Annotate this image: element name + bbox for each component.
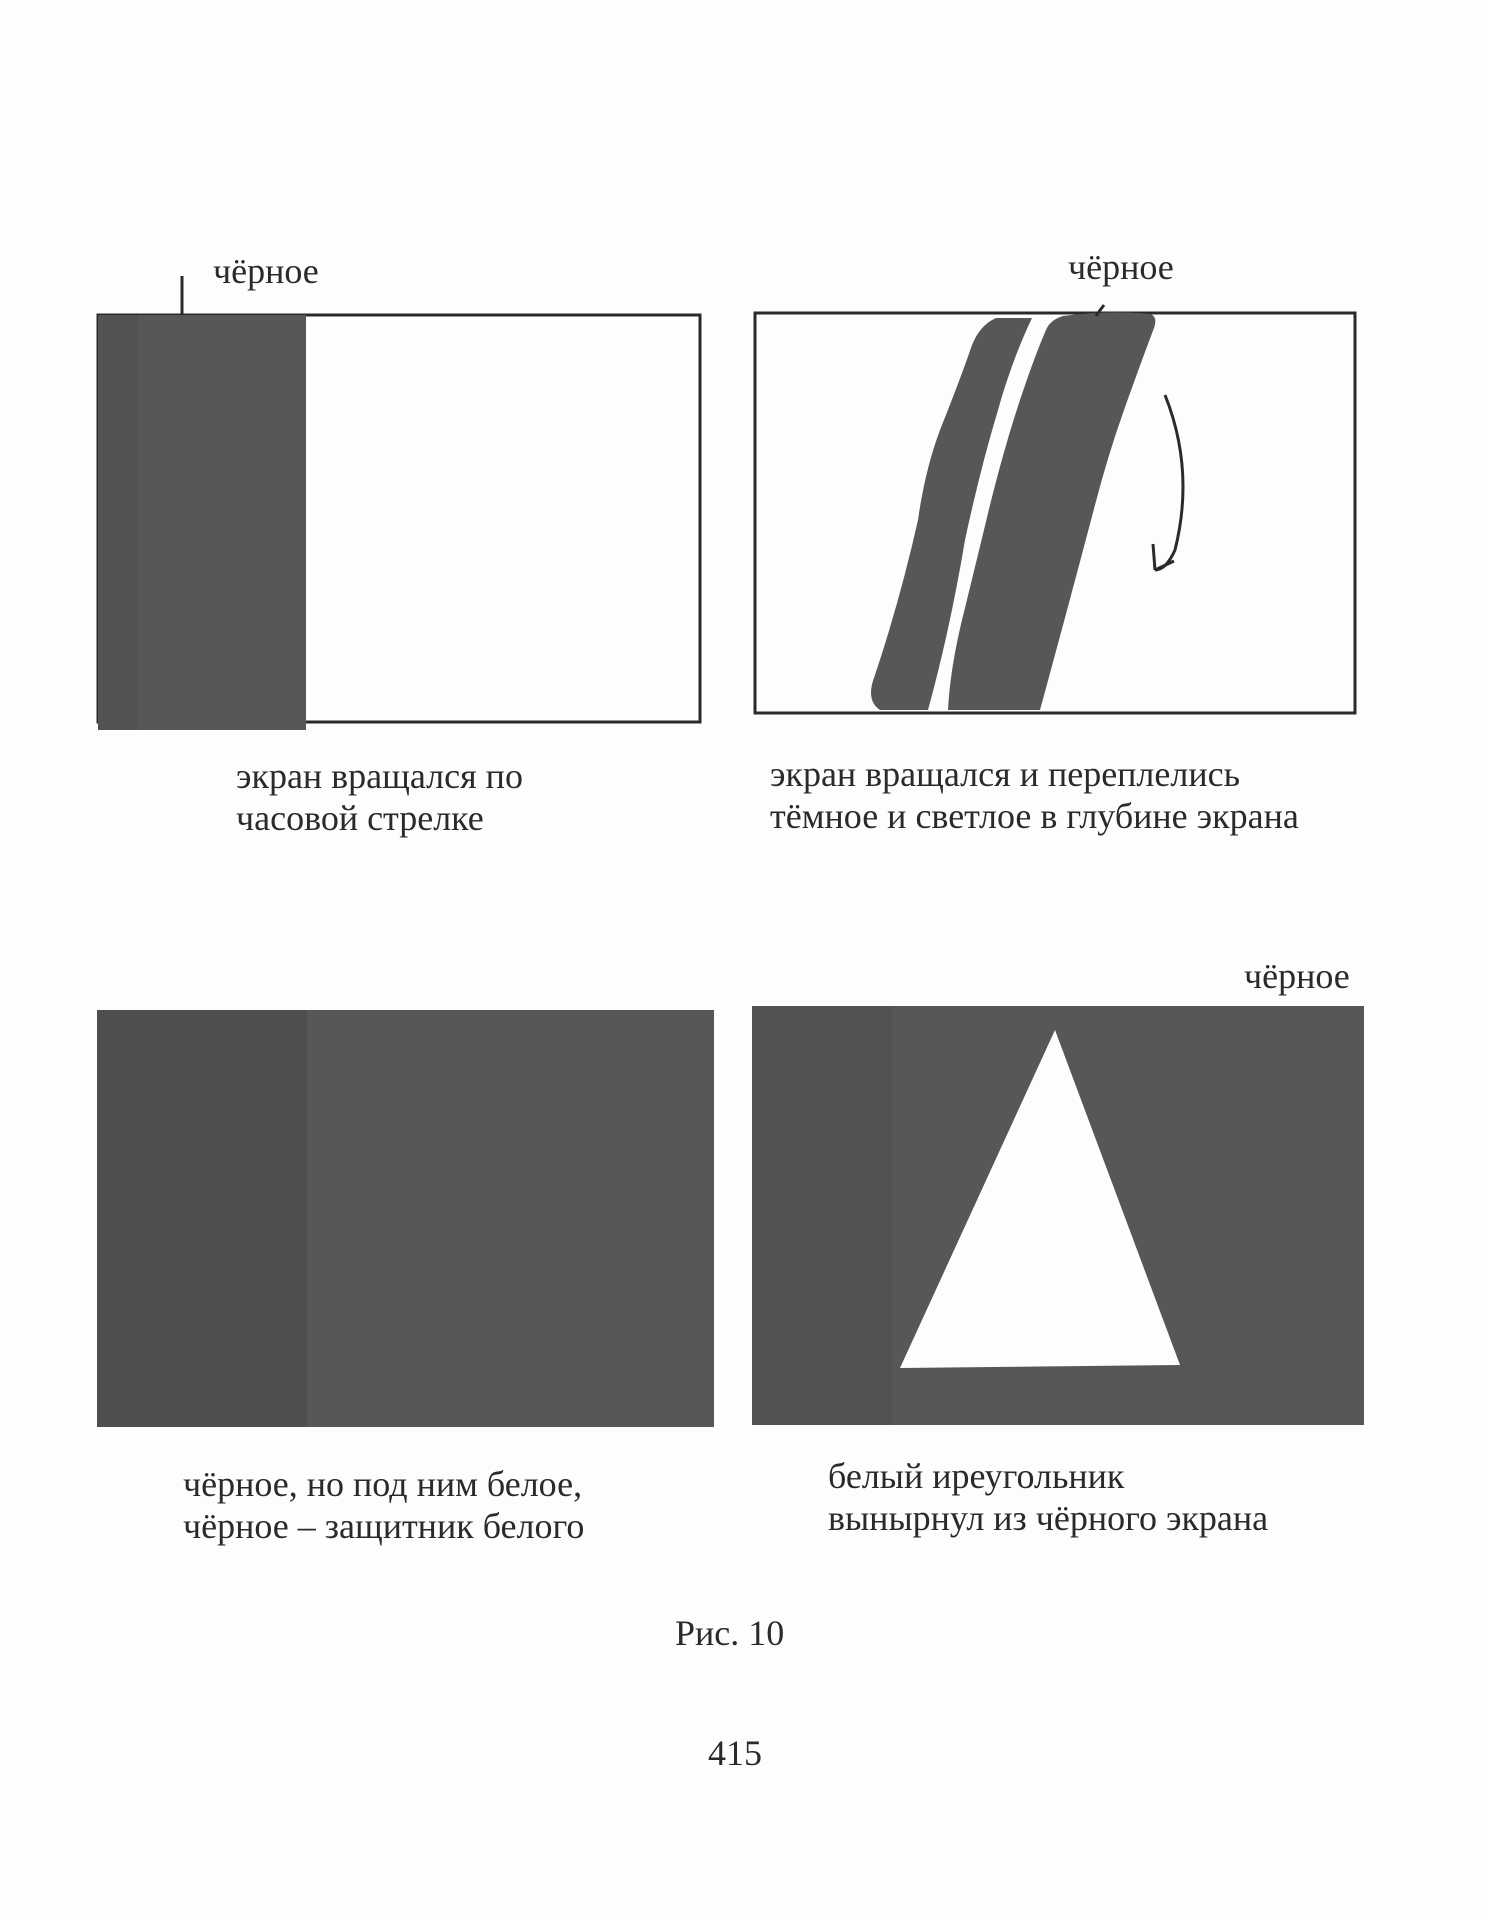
panel-2-caption-line-2: тёмное и светлое в глубине экрана: [770, 796, 1299, 837]
panel-4-label: чёрное: [1244, 956, 1350, 996]
panel-1-caption: [236, 755, 523, 840]
page-number: 415: [708, 1733, 762, 1773]
panel-4-caption: [828, 1455, 1268, 1540]
panel-1-caption-line-2: часовой стрелке: [236, 798, 484, 839]
panel-2-label: чёрное: [1068, 247, 1174, 287]
panel-1-label: чёрное: [213, 251, 319, 291]
figure-title: Рис. 10: [675, 1613, 785, 1653]
panel-3-caption-line-2: чёрное – защитник белого: [183, 1506, 585, 1547]
panel-2-drawing: [750, 270, 1360, 740]
panel-3-caption: [183, 1463, 584, 1548]
panel-2-caption-line-1: экран вращался и переплелись: [770, 754, 1241, 794]
panel-1-caption-line-1: экран вращался по: [236, 756, 523, 796]
panel-2-rotation-arrow: [1155, 395, 1183, 570]
panel-4-drawing: [750, 1000, 1370, 1435]
panel-2-caption: [770, 753, 1299, 838]
panel-1-drawing: [90, 270, 710, 740]
panel-4-caption-line-2: вынырнул из чёрного экрана: [828, 1498, 1269, 1539]
panel-3-drawing: [95, 1000, 720, 1435]
panel-3-caption-line-1: чёрное, но под ним белое,: [183, 1464, 583, 1504]
panel-4-caption-line-1: белый иреугольник: [828, 1456, 1125, 1496]
